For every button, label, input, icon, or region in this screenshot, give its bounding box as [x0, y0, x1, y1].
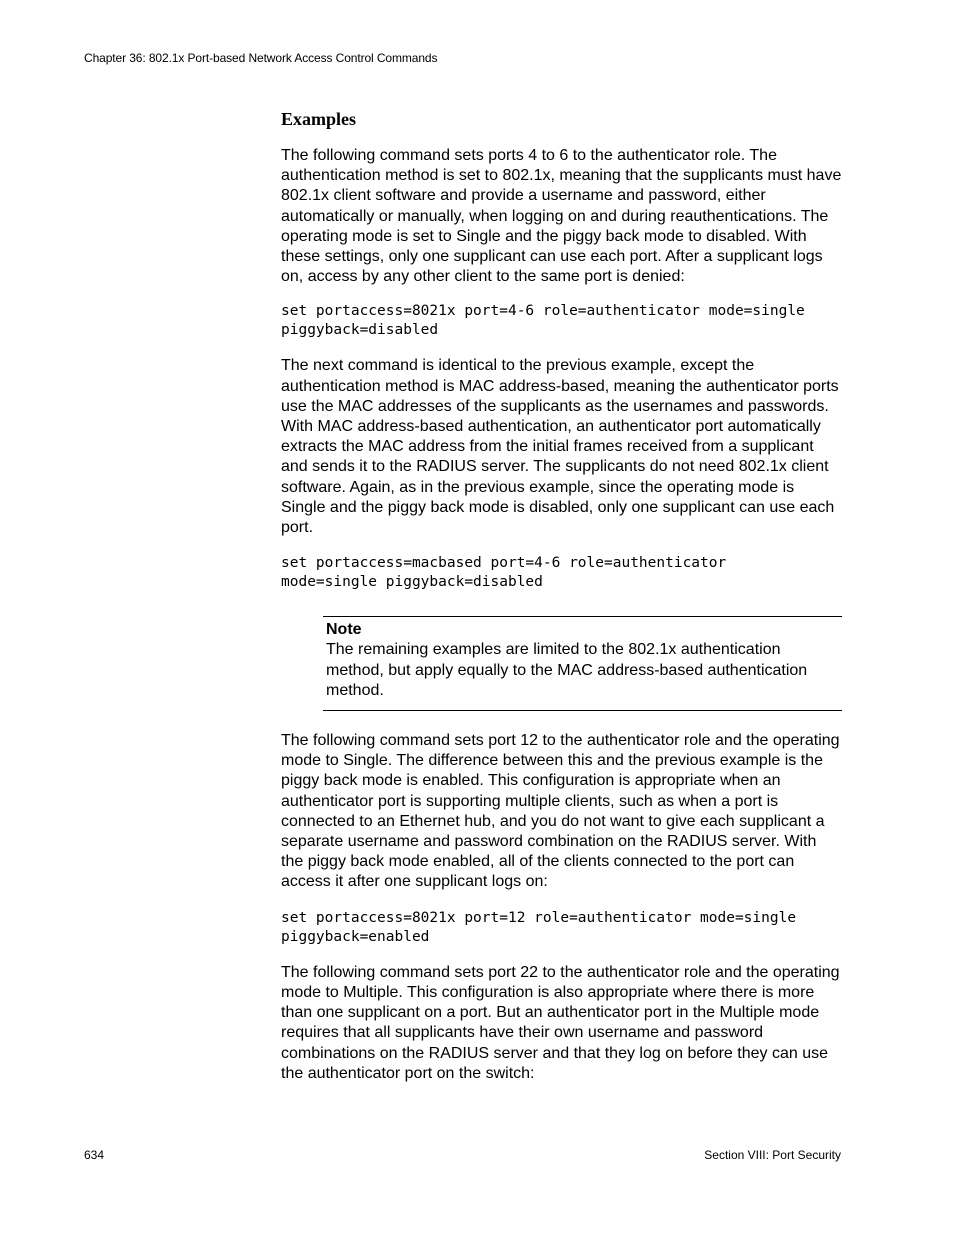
paragraph-3: The following command sets port 12 to the authenticator role and the operating mode to Single. The difference between this and the previous example is the piggy back mode is enabled. This configuration is appropriate when an authenticator port is supporting multiple clients, such as when a port is connected to an Ethernet hub, and you do not want to give each supplicant a separate username and password combination on the RADIUS server. With the piggy back mode enabled, all of the clients connected to the port can access it after one supplicant logs on: [281, 732, 840, 891]
paragraph-2: The next command is identical to the previous example, except the authentication method is MAC address-based, meaning the authenticator ports use the MAC addresses of the supplicants as the usernames and passwords. With MAC address-based authentication, an authenticator port automatically extracts the MAC address from the initial frames received from a supplicant and sends it to the RADIUS server. The supplicants do not need 802.1x client software. Again, as in the previous example, since the operating mode is Single and the piggy back mode is disabled, only one supplicant can use each port. [281, 357, 839, 537]
note-title: Note [326, 621, 362, 639]
note-box [323, 616, 842, 711]
main-content [281, 107, 846, 1084]
footer-section-title: Section VIII: Port Security [704, 1148, 841, 1162]
code-example-1: set portaccess=8021x port=4-6 role=authenticator mode=single piggyback=disabled [281, 303, 805, 339]
section-heading: Examples [281, 109, 357, 129]
paragraph-4: The following command sets port 22 to the authenticator role and the operating mode to Multiple. This configuration is also appropriate where there is more than one supplicant on a port. But an authenticator port in the Multiple mode requires that all supplicants have their own username and password combinations on the RADIUS server and that they log on before they can use the authenticator port on the switch: [281, 963, 840, 1082]
running-header: Chapter 36: 802.1x Port-based Network Access Control Commands [84, 51, 438, 65]
code-example-3: set portaccess=8021x port=12 role=authenticator mode=single piggyback=enabled [281, 909, 797, 945]
paragraph-1: The following command sets ports 4 to 6 to the authenticator role. The authentication method is set to 802.1x, meaning that the supplicants must have 802.1x client software and provide a username and password, either automatically or manually, when logging on and during reauthentications. The operating mode is set to Single and the piggy back mode to disabled. With these settings, only one supplicant can use each port. After a supplicant logs on, access by any other client to the same port is denied: [281, 147, 842, 286]
code-example-2: set portaccess=macbased port=4-6 role=authenticator mode=single piggyback=disabled [281, 555, 727, 591]
page-number: 634 [84, 1148, 105, 1162]
note-body: The remaining examples are limited to the 802.1x authentication method, but apply equally to the MAC address-based authentication method. [326, 641, 808, 699]
